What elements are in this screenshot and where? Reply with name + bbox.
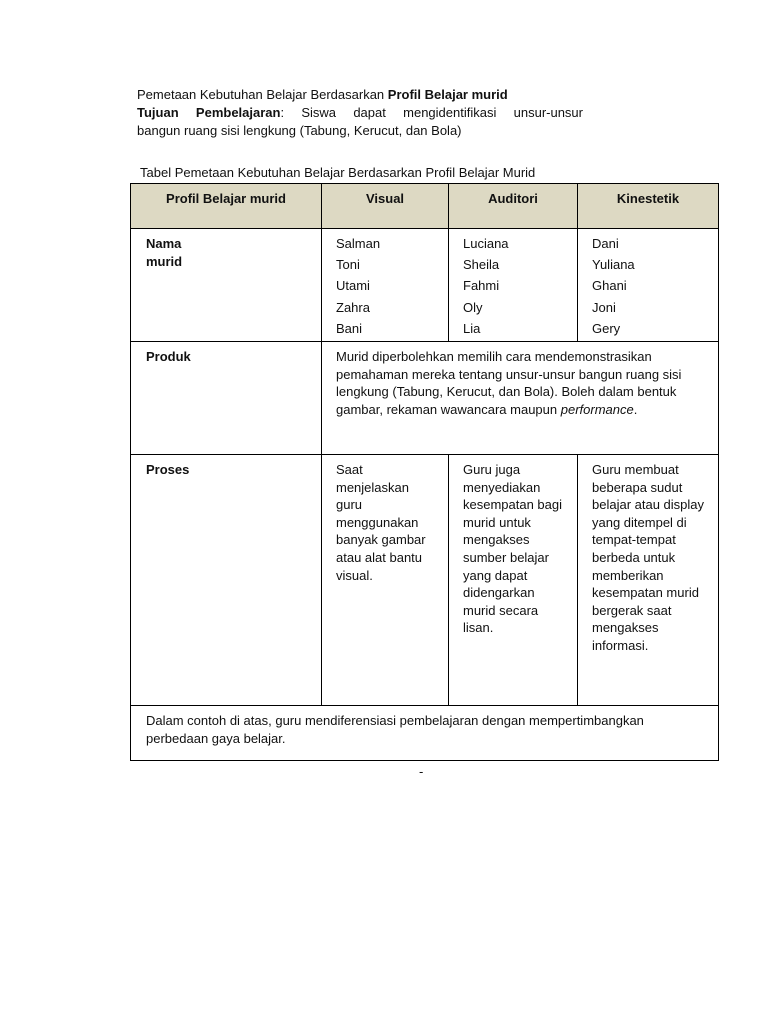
- produk-text: Murid diperbolehkan memilih cara mendemonstrasikan pemahaman mereka tentang unsur-unsur bangun ruang sisi lengkung (Tabung, Kerucut, dan Bola). Boleh dalam bentuk gambar, rekaman wawancara maupun: [336, 349, 682, 417]
- footer-note: Dalam contoh di atas, guru mendiferensiasi pembelajaran dengan mempertimbangkan perbedaan gaya belajar.: [131, 706, 719, 761]
- page-mark: -: [419, 764, 424, 779]
- table-row-footer: [131, 706, 719, 761]
- name-item: Ghani: [592, 278, 627, 294]
- name-item: Salman: [336, 236, 381, 251]
- name-item: Joni: [592, 299, 616, 315]
- row-label-proses: Proses: [131, 455, 322, 706]
- table-header-row: [131, 184, 719, 229]
- learning-profile-table: [130, 183, 719, 761]
- name-item: Fahmi: [463, 278, 500, 294]
- row-label-produk: Produk: [131, 342, 322, 455]
- produk-end: .: [633, 401, 638, 417]
- document-title: [137, 86, 583, 103]
- names-auditori: [449, 229, 578, 342]
- names-label-2: murid: [146, 253, 183, 269]
- title-normal: Pemetaan Kebutuhan Belajar Berdasarkan: [137, 87, 388, 102]
- name-item: Gery: [592, 320, 621, 336]
- name-item: Sheila: [463, 257, 500, 273]
- produk-italic: performance: [560, 401, 634, 417]
- name-item: Luciana: [463, 236, 509, 251]
- produk-description: [322, 342, 719, 455]
- proses-visual: Saat menjelaskan guru menggunakan banyak gambar atau alat bantu visual.: [322, 455, 449, 706]
- title-bold: Profil Belajar murid: [387, 87, 508, 102]
- objective-label: Tujuan Pembelajaran: [137, 105, 281, 120]
- names-visual: [322, 229, 449, 342]
- header-kinestetik: Kinestetik: [578, 184, 719, 229]
- table-caption: Tabel Pemetaan Kebutuhan Belajar Berdasarkan Profil Belajar Murid: [140, 165, 536, 180]
- name-item: Yuliana: [592, 257, 635, 273]
- objective-line-2: bangun ruang sisi lengkung (Tabung, Kerucut, dan Bola): [137, 123, 462, 138]
- table-row-proses: [131, 455, 719, 706]
- objective-text-1: : Siswa dapat mengidentifikasi unsur-unsur: [280, 105, 583, 120]
- name-item: Zahra: [336, 299, 370, 315]
- proses-kinestetik: Guru membuat beberapa sudut belajar atau display yang ditempel di tempat-tempat berbeda untuk memberikan kesempatan murid bergerak saat mengakses informasi.: [578, 455, 719, 706]
- header-auditori: Auditori: [449, 184, 578, 229]
- names-kinestetik: [578, 229, 719, 342]
- table-row-produk: [131, 342, 719, 455]
- header-profile: Profil Belajar murid: [131, 184, 322, 229]
- table-row-names: [131, 229, 719, 342]
- name-item: Oly: [463, 299, 483, 315]
- names-label-1: Nama: [146, 236, 182, 251]
- name-item: Dani: [592, 236, 619, 251]
- name-item: Bani: [336, 320, 363, 336]
- name-item: Toni: [336, 257, 360, 273]
- proses-auditori: Guru juga menyediakan kesempatan bagi murid untuk mengakses sumber belajar yang dapat didengarkan murid secara lisan.: [449, 455, 578, 706]
- name-item: Lia: [463, 320, 481, 336]
- name-item: Utami: [336, 278, 370, 294]
- objective-line-1: [137, 104, 583, 121]
- row-label-names: [131, 229, 322, 342]
- header-visual: Visual: [322, 184, 449, 229]
